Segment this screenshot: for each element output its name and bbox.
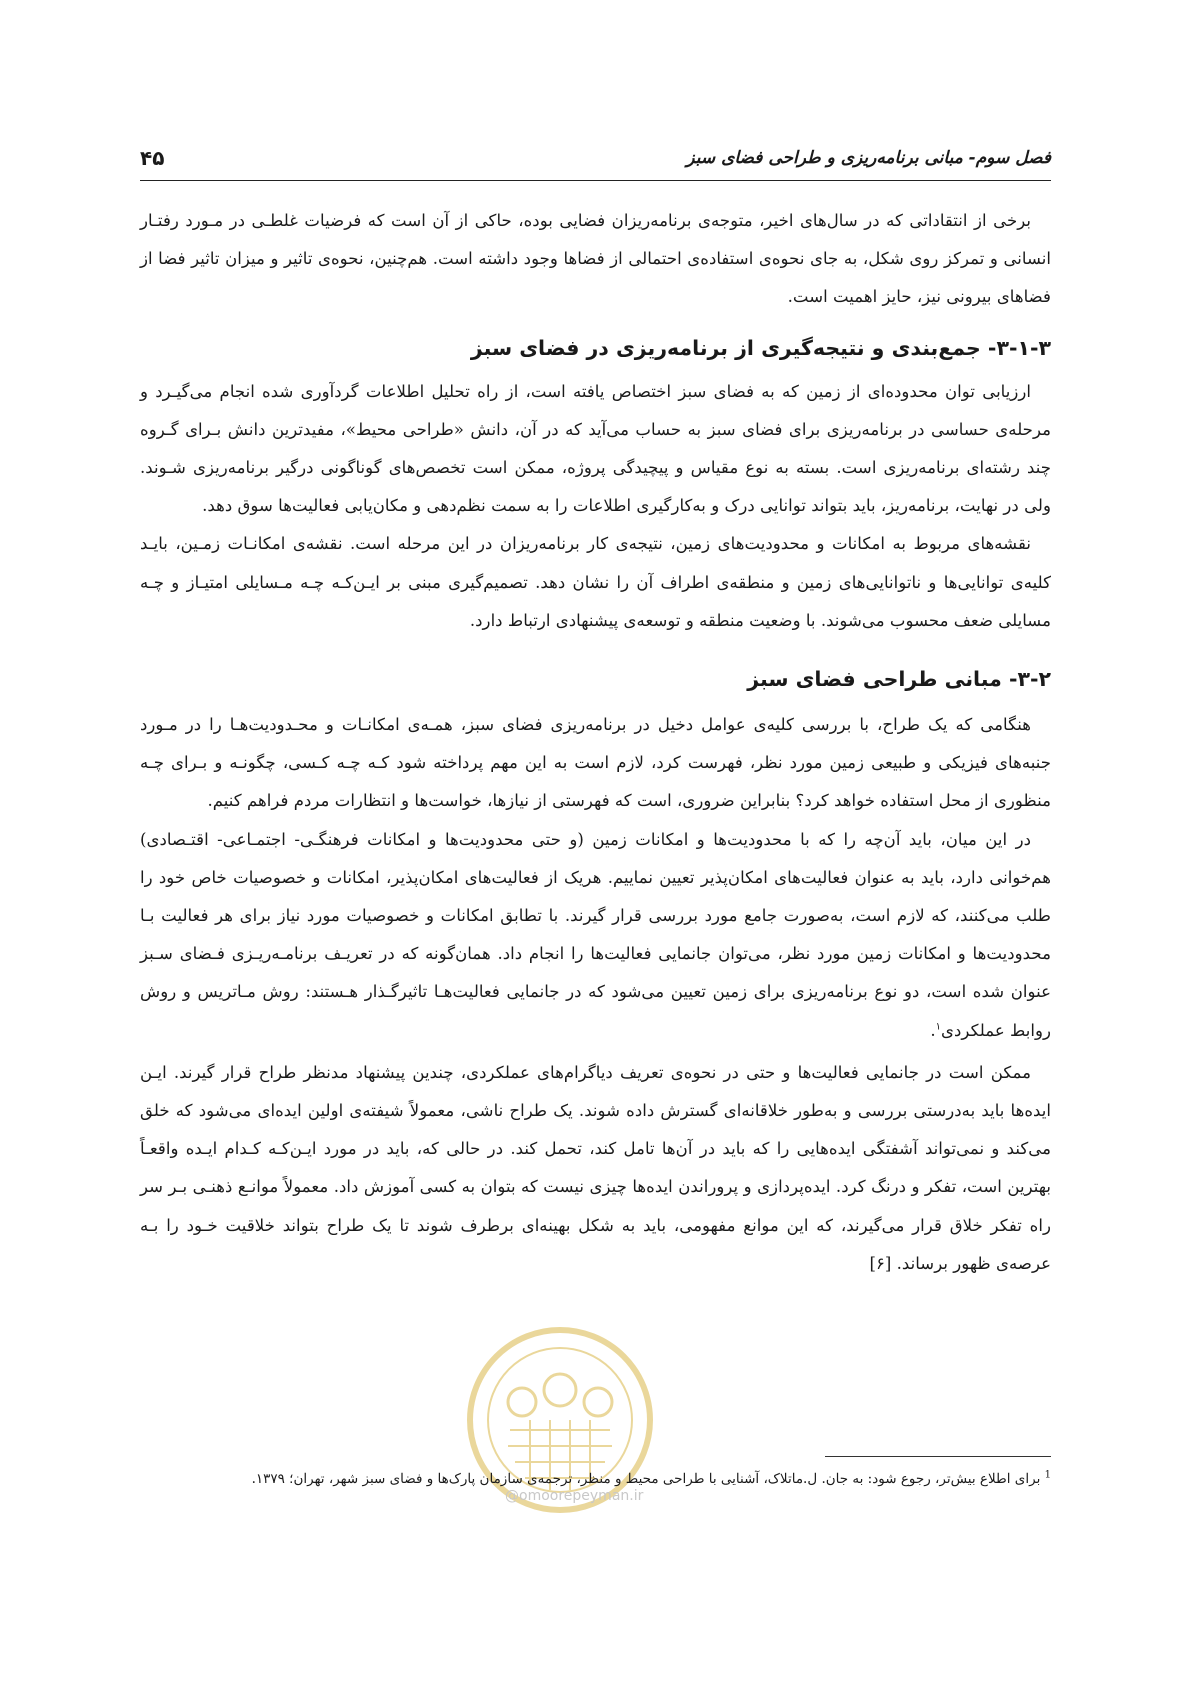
body-text <box>140 202 1051 1283</box>
footnote-ref[interactable]: ۱ <box>935 1021 942 1033</box>
paragraph-6: ممکن است در جانمایی فعالیت‌ها و حتی در نحوه‌ی تعریف دیاگرام‌های عملکردی، چندین پیشنهاد مدنظر طراح قرار گیرند. ایـن ایده‌ها باید به‌درستی بررسی و به‌طور خلاقانه‌ای گسترش داده شوند. یک طراح ناشی، معمولاً شیفته‌ی اولین ایده‌ای می‌شود که خلق می‌کند و نمی‌تواند آشفتگی ایده‌هایی را که باید در آن‌ها تامل کند، تحمل کند. در حالی که، باید در مورد ایـن‌کـه کـدام ایـده واقعـاً بهترین است، تفکر و درنگ کرد. ایده‌پردازی و پروراندن ایده‌ها چیزی نیست که بتوان به کسی آموزش داد. معمولاً موانـع ذهنـی بـر سر راه تفکر خلاق قرار می‌گیرند، که این موانع مفهومی، باید به شکل بهینه‌ای برطرف شوند تا یک طراح بتواند خلاقیت خـود را بـه عرصه‌ی ظهور برساند. [۶] <box>140 1062 1051 1273</box>
footnote-text: برای اطلاع بیش‌تر، رجوع شود: به جان. ل.ماتلاک، آشنایی با طراحی محیط و منظر، ترجمه‌ی سازمان پارک‌ها و فضای سبز شهر، تهران؛ ۱۳۷۹. <box>251 1471 1041 1487</box>
paragraph-2: ارزیابی توان محدوده‌ای از زمین که به فضای سبز اختصاص یافته است، از راه تحلیل اطلاعات گردآوری شده انجام می‌گیـرد و مرحله‌ی حساسی در برنامه‌ریزی برای فضای سبز به حساب می‌آید که در آن، دانش «طراحی محیط»، مفیدترین دانش بـرای گـروه چند رشته‌ای برنامه‌ریزی است. بسته به نوع مقیاس و پیچیدگی پروژه، ممکن است تخصص‌های گوناگونی درگیر برنامه‌ریزی شـوند. ولی در نهایت، برنامه‌ریز، باید بتواند توانایی درک و به‌کارگیری اطلاعات را به سمت نظم‌دهی و مکان‌یابی فعالیت‌ها سوق دهد. <box>140 381 1051 516</box>
footnote-marker: 1 <box>1044 1469 1051 1481</box>
paragraph-3: نقشه‌های مربوط به امکانات و محدودیت‌های زمین، نتیجه‌ی کار برنامه‌ریزان در این مرحله است. نقشه‌ی امکانـات زمـین، بایـد کلیه‌ی توانایی‌ها و ناتوانایی‌های زمین و منطقه‌ی اطراف آن را نشان دهد. تصمیم‌گیری مبنی بر ایـن‌کـه چـه مـسایلی امتیـاز و چـه مسایلی ضعف محسوب می‌شوند. با وضعیت منطقه و توسعه‌ی پیشنهادی ارتباط دارد. <box>140 534 1051 630</box>
chapter-title: فصل سوم- مبانی برنامه‌ریزی و طراحی فضای سبز <box>686 148 1051 168</box>
paragraph-1: برخی از انتقاداتی که در سال‌های اخیر، متوجه‌ی برنامه‌ریزان فضایی بوده، حاکی از آن است که فرضیات غلطـی در مـورد رفتـار انسانی و تمرکز روی شکل، به جای نحوه‌ی استفاده‌ی احتمالی از فضاها وجود داشته است. هم‌چنین، نحوه‌ی تاثیر و میزان تاثیر فضا از فضاهای بیرونی نیز، حایز اهمیت است. <box>140 211 1051 307</box>
running-header <box>140 140 1051 181</box>
page-number: ۴۵ <box>140 146 165 170</box>
footnote <box>151 1468 1051 1490</box>
footnote-divider <box>825 1456 1051 1457</box>
watermark-text: @omoorepeyman.ir <box>505 1488 644 1504</box>
section-heading-3-2: ۳-۲- مبانی طراحی فضای سبز <box>747 667 1051 692</box>
paragraph-5: در این میان، باید آن‌چه را که با محدودیت‌ها و امکانات زمین (و حتی محدودیت‌ها و امکانات فرهنگـی- اجتمـاعی- اقتـصادی) هم‌خوانی دارد، باید به عنوان فعالیت‌های امکان‌پذیر تعیین نماییم. هریک از فعالیت‌های امکان‌پذیر، امکانات و خصوصیات خاص خود را طلب می‌کنند، که لازم است، به‌صورت جامع مورد بررسی قرار گیرند. با تطابق امکانات و خصوصیات مورد نیاز برای هر فعالیت بـا محدودیت‌ها و امکانات زمین مورد نظر، می‌توان جانمایی فعالیت‌ها را انجام داد. همان‌گونه که در تعریـف برنامـه‌ریـزی فـضای سـبز عنوان شده است، دو نوع برنامه‌ریزی برای زمین تعیین می‌شود که در جانمایی فعالیت‌هـا تاثیرگـذار هـستند: روش مـاتریس و روش روابط عملکردی$^۱$. <box>140 829 1051 1040</box>
paragraph-5-text: در این میان، باید آن‌چه را که با محدودیت‌ها و امکانات زمین (و حتی محدودیت‌ها و امکانات فرهنگـی- اجتمـاعی- اقتـصادی) هم‌خوانی دارد، باید به عنوان فعالیت‌های امکان‌پذیر تعیین نماییم. هریک از فعالیت‌های امکان‌پذیر، امکانات و خصوصیات خاص خود را طلب می‌کنند، که لازم است، به‌صورت جامع مورد بررسی قرار گیرند. با تطابق امکانات و خصوصیات مورد نیاز برای هر فعالیت بـا محدودیت‌ها و امکانات زمین مورد نظر، می‌توان جانمایی فعالیت‌ها را انجام داد. همان‌گونه که در تعریـف برنامـه‌ریـزی فـضای سـبز عنوان شده است، دو نوع برنامه‌ریزی برای زمین تعیین می‌شود که در جانمایی فعالیت‌هـا تاثیرگـذار هـستند: روش مـاتریس و روش روابط عملکردی <box>140 829 1051 1040</box>
section-heading-3-1-3: ۳-۱-۳- جمع‌بندی و نتیجه‌گیری از برنامه‌ریزی در فضای سبز <box>470 335 1051 360</box>
paragraph-4-text: هنگامی که یک طراح، با بررسی کلیه‌ی عوامل دخیل در برنامه‌ریزی فضای سبز، همـه‌ی امکانـات و محـدودیت‌هـا را در مـورد جنبه‌های فیزیکی و طبیعی زمین مورد نظر، فهرست کرد، لازم است به این مهم پرداخته شود کـه چـه کـسی، چگونـه و بـرای چـه منظوری از محل استفاده خواهد کرد؟ بنابراین ضروری، است که فهرستی از نیازها، خواست‌ها و انتظارات مردم فراهم کنیم. <box>140 715 1051 811</box>
paragraph-4 <box>140 706 1051 821</box>
